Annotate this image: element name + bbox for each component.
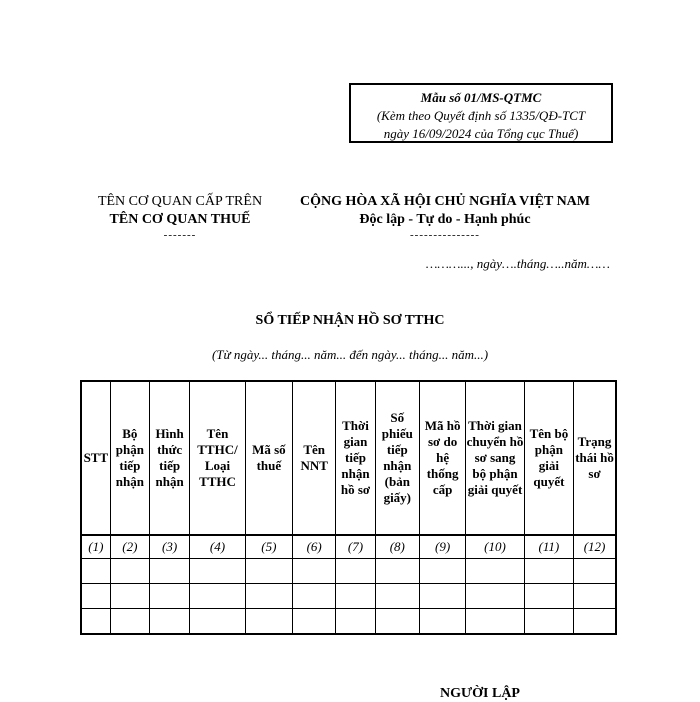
column-number: (7) bbox=[336, 535, 375, 559]
table-cell bbox=[466, 609, 524, 635]
header-cell: Tên TTHC/ Loại TTHC bbox=[190, 381, 245, 535]
table-cell bbox=[190, 609, 245, 635]
table-cell bbox=[245, 559, 292, 584]
superior-agency-name: TÊN CƠ QUAN CẤP TRÊN bbox=[97, 194, 263, 209]
header-cell: Mã số thuế bbox=[245, 381, 292, 535]
agency-divider: ------- bbox=[163, 229, 197, 241]
table-cell bbox=[293, 609, 336, 635]
table-cell bbox=[149, 584, 189, 609]
header-cell: Số phiếu tiếp nhận (bản giấy) bbox=[375, 381, 419, 535]
form-reference-box bbox=[349, 83, 613, 143]
table-cell bbox=[81, 584, 110, 609]
table-cell bbox=[293, 559, 336, 584]
column-number: (8) bbox=[375, 535, 419, 559]
table-cell bbox=[574, 609, 616, 635]
place-date-line: ………..., ngày….tháng…..năm…… bbox=[425, 256, 610, 271]
column-number: (6) bbox=[293, 535, 336, 559]
column-number: (4) bbox=[190, 535, 245, 559]
table-cell bbox=[110, 559, 149, 584]
header-cell: Trạng thái hồ sơ bbox=[574, 381, 616, 535]
document-title: SỔ TIẾP NHẬN HỒ SƠ TTHC bbox=[255, 313, 445, 328]
header-cell: Tên NNT bbox=[293, 381, 336, 535]
table-cell bbox=[524, 584, 573, 609]
form-code: Mẫu số 01/MS-QTMC bbox=[420, 90, 542, 105]
table-cell bbox=[110, 584, 149, 609]
column-number: (11) bbox=[524, 535, 573, 559]
registry-table bbox=[80, 380, 617, 635]
national-divider: --------------- bbox=[410, 229, 480, 241]
national-name: CỘNG HÒA XÃ HỘI CHỦ NGHĨA VIỆT NAM bbox=[299, 194, 590, 209]
column-number: (10) bbox=[466, 535, 524, 559]
national-header bbox=[280, 193, 610, 241]
form-date-line: ngày 16/09/2024 của Tổng cục Thuế) bbox=[383, 126, 579, 141]
header-cell: Thời gian chuyển hồ sơ sang bộ phận giải quyết bbox=[466, 381, 524, 535]
table-cell bbox=[336, 559, 375, 584]
table-cell bbox=[336, 609, 375, 635]
table-cell bbox=[336, 584, 375, 609]
table-cell bbox=[524, 609, 573, 635]
column-number: (9) bbox=[419, 535, 465, 559]
table-cell bbox=[419, 584, 465, 609]
table-cell bbox=[574, 584, 616, 609]
table-cell bbox=[245, 609, 292, 635]
header-cell: Bộ phận tiếp nhận bbox=[110, 381, 149, 535]
column-number: (1) bbox=[81, 535, 110, 559]
table-cell bbox=[375, 559, 419, 584]
table-cell bbox=[375, 584, 419, 609]
table-cell bbox=[190, 559, 245, 584]
table-cell bbox=[466, 584, 524, 609]
header-cell: Hình thức tiếp nhận bbox=[149, 381, 189, 535]
table-cell bbox=[466, 559, 524, 584]
table-cell bbox=[190, 584, 245, 609]
header-cell: Thời gian tiếp nhận hồ sơ bbox=[336, 381, 375, 535]
table-cell bbox=[245, 584, 292, 609]
date-range: (Từ ngày... tháng... năm... đến ngày... tháng... năm...) bbox=[211, 347, 489, 362]
table-cell bbox=[419, 559, 465, 584]
table-cell bbox=[81, 609, 110, 635]
header-row bbox=[81, 381, 616, 535]
header-cell: STT bbox=[81, 381, 110, 535]
table-cell bbox=[149, 559, 189, 584]
table-cell bbox=[149, 609, 189, 635]
table-row bbox=[81, 584, 616, 609]
table-cell bbox=[110, 609, 149, 635]
national-motto: Độc lập - Tự do - Hạnh phúc bbox=[359, 212, 531, 227]
column-number-row bbox=[81, 535, 616, 559]
table-row bbox=[81, 609, 616, 635]
table-cell bbox=[81, 559, 110, 584]
column-number: (5) bbox=[245, 535, 292, 559]
header-cell: Mã hồ sơ do hệ thống cấp bbox=[419, 381, 465, 535]
table-cell bbox=[419, 609, 465, 635]
table-cell bbox=[375, 609, 419, 635]
column-number: (2) bbox=[110, 535, 149, 559]
form-decision-line: (Kèm theo Quyết định số 1335/QĐ-TCT bbox=[376, 108, 586, 123]
table-cell bbox=[293, 584, 336, 609]
column-number: (3) bbox=[149, 535, 189, 559]
table-row bbox=[81, 559, 616, 584]
table-cell bbox=[524, 559, 573, 584]
column-number: (12) bbox=[574, 535, 616, 559]
header-cell: Tên bộ phận giải quyết bbox=[524, 381, 573, 535]
table-cell bbox=[574, 559, 616, 584]
agency-header bbox=[60, 193, 300, 241]
signer-label: NGƯỜI LẬP bbox=[440, 686, 520, 701]
tax-agency-name: TÊN CƠ QUAN THUẾ bbox=[109, 212, 251, 227]
